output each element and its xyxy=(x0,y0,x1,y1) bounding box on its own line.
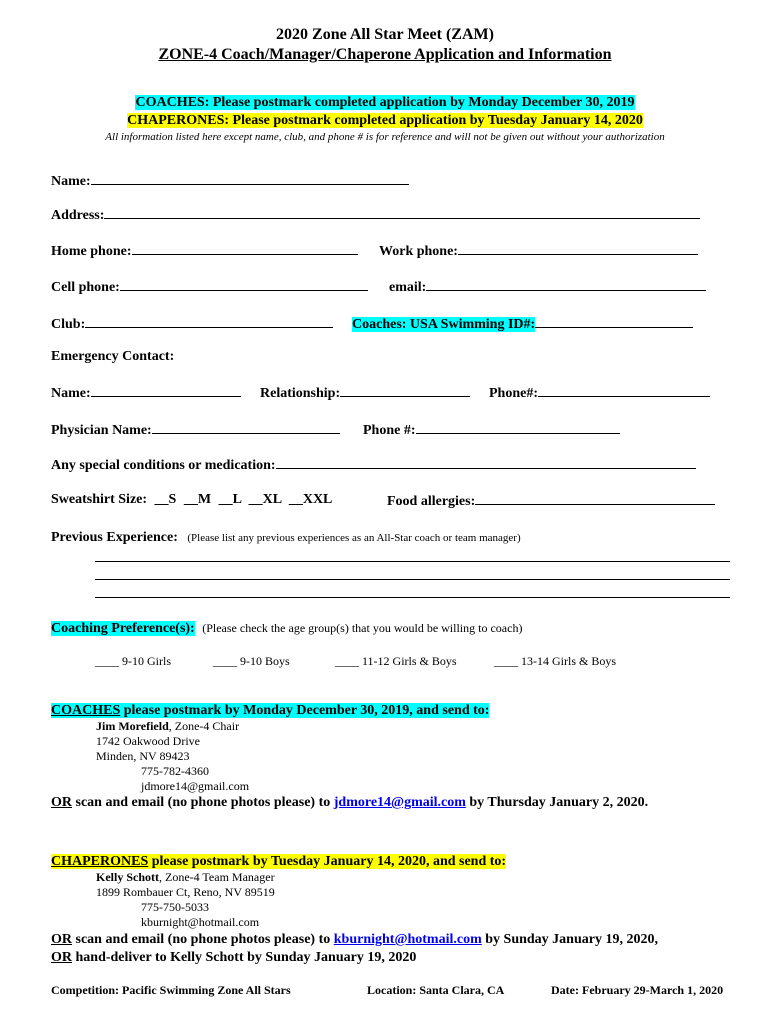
email-label: email: xyxy=(389,280,427,295)
cell-phone-blank[interactable] xyxy=(120,278,368,291)
page-subtitle-text: ZONE-4 Coach/Manager/Chaperone Application and Information xyxy=(158,46,612,63)
chaperones-phone: 775-750-5033 xyxy=(141,900,209,914)
club-field[interactable] xyxy=(51,315,333,333)
name-field[interactable] xyxy=(51,172,409,190)
coaches-word: COACHES xyxy=(51,703,121,718)
physician-name-blank[interactable] xyxy=(152,421,340,434)
coaches-contact-name: Jim Morefield xyxy=(96,719,169,733)
conditions-blank[interactable] xyxy=(276,456,696,469)
coaches-contact-line xyxy=(96,719,249,734)
page-title: 2020 Zone All Star Meet (ZAM) xyxy=(276,26,494,43)
previous-experience-label: Previous Experience: xyxy=(51,530,178,545)
chaperones-deadline-line xyxy=(0,113,770,129)
coaches-city: Minden, NV 89423 xyxy=(96,749,190,763)
address-label: Address: xyxy=(51,208,105,223)
coaches-phone: 775-782-4360 xyxy=(141,764,209,778)
age-group-9-10-girls[interactable]: ____ 9-10 Girls xyxy=(95,654,171,668)
previous-experience-hint: (Please list any previous experiences as an All-Star coach or team manager) xyxy=(187,532,521,544)
coaches-send-rest: please postmark by Monday December 30, 2019, and send to: xyxy=(120,703,490,718)
home-phone-field[interactable] xyxy=(51,242,358,260)
physician-phone-blank[interactable] xyxy=(416,421,620,434)
work-phone-label: Work phone: xyxy=(379,244,458,259)
chaperones-email: kburnight@hotmail.com xyxy=(141,915,260,929)
sweatshirt-label: Sweatshirt Size: xyxy=(51,492,148,507)
footer-competition: Competition: Pacific Swimming Zone All Stars xyxy=(51,983,291,997)
chaperones-email-link[interactable]: kburnight@hotmail.com xyxy=(333,932,482,947)
chaperones-deadline: CHAPERONES: Please postmark completed application by Tuesday January 14, 2020 xyxy=(127,113,643,128)
usa-id-field[interactable] xyxy=(352,315,693,333)
chaperones-deliver-line xyxy=(51,950,416,966)
sweatshirt-field xyxy=(51,492,332,508)
size-s-option[interactable]: __S xyxy=(154,492,177,507)
coaches-scan-deadline: by Thursday January 2, 2020. xyxy=(465,795,649,810)
coaches-deadline: COACHES: Please postmark completed application by Monday December 30, 2019 xyxy=(135,95,635,110)
ec-name-label: Name: xyxy=(51,386,91,401)
size-xl-option[interactable]: __XL xyxy=(248,492,282,507)
coaches-contact-role: , Zone-4 Chair xyxy=(168,719,240,733)
footer-date: Date: February 29-March 1, 2020 xyxy=(551,983,724,997)
coaches-or: OR xyxy=(51,795,72,810)
size-m-option[interactable]: __M xyxy=(183,492,212,507)
conditions-field[interactable] xyxy=(51,456,696,474)
size-l-option[interactable]: __L xyxy=(218,492,242,507)
conditions-label: Any special conditions or medication: xyxy=(51,458,276,473)
chaperones-scan-line xyxy=(51,932,658,948)
privacy-note: All information listed here except name, club, and phone # is for reference and will not be given out without your authorization xyxy=(105,131,665,143)
ec-name-field[interactable] xyxy=(51,384,241,402)
physician-phone-field[interactable] xyxy=(363,421,620,439)
home-phone-label: Home phone: xyxy=(51,244,132,259)
club-blank[interactable] xyxy=(85,315,333,328)
coaching-preference-hint: (Please check the age group(s) that you would be willing to coach) xyxy=(202,621,523,635)
chaperones-or-2: OR xyxy=(51,950,72,965)
usa-id-blank[interactable] xyxy=(535,315,693,328)
chaperones-scan-deadline: by Sunday January 19, 2020, xyxy=(481,932,658,947)
age-group-9-10-boys[interactable]: ____ 9-10 Boys xyxy=(213,654,290,668)
club-label: Club: xyxy=(51,317,86,332)
experience-line-1[interactable] xyxy=(95,561,730,562)
chaperones-or: OR xyxy=(51,932,72,947)
usa-id-label: Coaches: USA Swimming ID#: xyxy=(352,317,536,332)
chaperones-send-heading xyxy=(51,854,506,870)
chaperones-scan-text: scan and email (no phone photos please) to xyxy=(72,932,334,947)
email-blank[interactable] xyxy=(426,278,706,291)
age-group-11-12[interactable]: ____ 11-12 Girls & Boys xyxy=(335,654,457,668)
emergency-contact-heading: Emergency Contact: xyxy=(51,349,175,364)
relationship-blank[interactable] xyxy=(340,384,470,397)
chaperones-address-block xyxy=(96,870,275,930)
chaperones-contact-role: , Zone-4 Team Manager xyxy=(159,870,275,884)
physician-name-label: Physician Name: xyxy=(51,423,152,438)
name-blank[interactable] xyxy=(91,172,409,185)
relationship-label: Relationship: xyxy=(260,386,341,401)
ec-phone-blank[interactable] xyxy=(538,384,710,397)
ec-phone-label: Phone#: xyxy=(489,386,538,401)
previous-experience-field xyxy=(51,530,521,546)
coaches-deadline-line xyxy=(0,95,770,111)
home-phone-blank[interactable] xyxy=(132,242,358,255)
coaches-email-link[interactable]: jdmore14@gmail.com xyxy=(333,795,466,810)
physician-name-field[interactable] xyxy=(51,421,340,439)
ec-name-blank[interactable] xyxy=(91,384,241,397)
food-allergies-field[interactable] xyxy=(387,492,715,510)
experience-line-2[interactable] xyxy=(95,579,730,580)
email-field[interactable] xyxy=(389,278,706,296)
coaches-email: jdmore14@gmail.com xyxy=(141,779,250,793)
coaches-scan-line xyxy=(51,795,648,811)
address-field[interactable] xyxy=(51,206,700,224)
food-allergies-blank[interactable] xyxy=(475,492,715,505)
coaches-street: 1742 Oakwood Drive xyxy=(96,734,200,748)
chaperones-send-rest: please postmark by Tuesday January 14, 2020, and send to: xyxy=(148,854,507,869)
cell-phone-field[interactable] xyxy=(51,278,368,296)
page-subtitle xyxy=(0,46,770,64)
relationship-field[interactable] xyxy=(260,384,470,402)
age-group-13-14[interactable]: ____ 13-14 Girls & Boys xyxy=(494,654,617,668)
chaperones-contact-line xyxy=(96,870,275,885)
ec-phone-field[interactable] xyxy=(489,384,710,402)
cell-phone-label: Cell phone: xyxy=(51,280,120,295)
coaches-address-block xyxy=(96,719,249,794)
chaperones-street-city: 1899 Rombauer Ct, Reno, NV 89519 xyxy=(96,885,275,899)
coaching-preference-field xyxy=(51,621,522,637)
name-label: Name: xyxy=(51,174,91,189)
coaches-scan-text: scan and email (no phone photos please) to xyxy=(72,795,334,810)
work-phone-field[interactable] xyxy=(379,242,698,260)
coaches-send-heading xyxy=(51,703,489,719)
chaperones-contact-name: Kelly Schott xyxy=(96,870,159,884)
chaperones-deliver-text: hand-deliver to Kelly Schott by Sunday January 19, 2020 xyxy=(72,950,417,965)
physician-phone-label: Phone #: xyxy=(363,423,416,438)
experience-line-3[interactable] xyxy=(95,597,730,598)
footer-location: Location: Santa Clara, CA xyxy=(367,983,505,997)
work-phone-blank[interactable] xyxy=(458,242,698,255)
food-allergies-label: Food allergies: xyxy=(387,494,476,509)
coaching-preference-label: Coaching Preference(s): xyxy=(51,621,195,636)
address-blank[interactable] xyxy=(104,206,700,219)
size-xxl-option[interactable]: __XXL xyxy=(288,492,333,507)
chaperones-word: CHAPERONES xyxy=(51,854,149,869)
